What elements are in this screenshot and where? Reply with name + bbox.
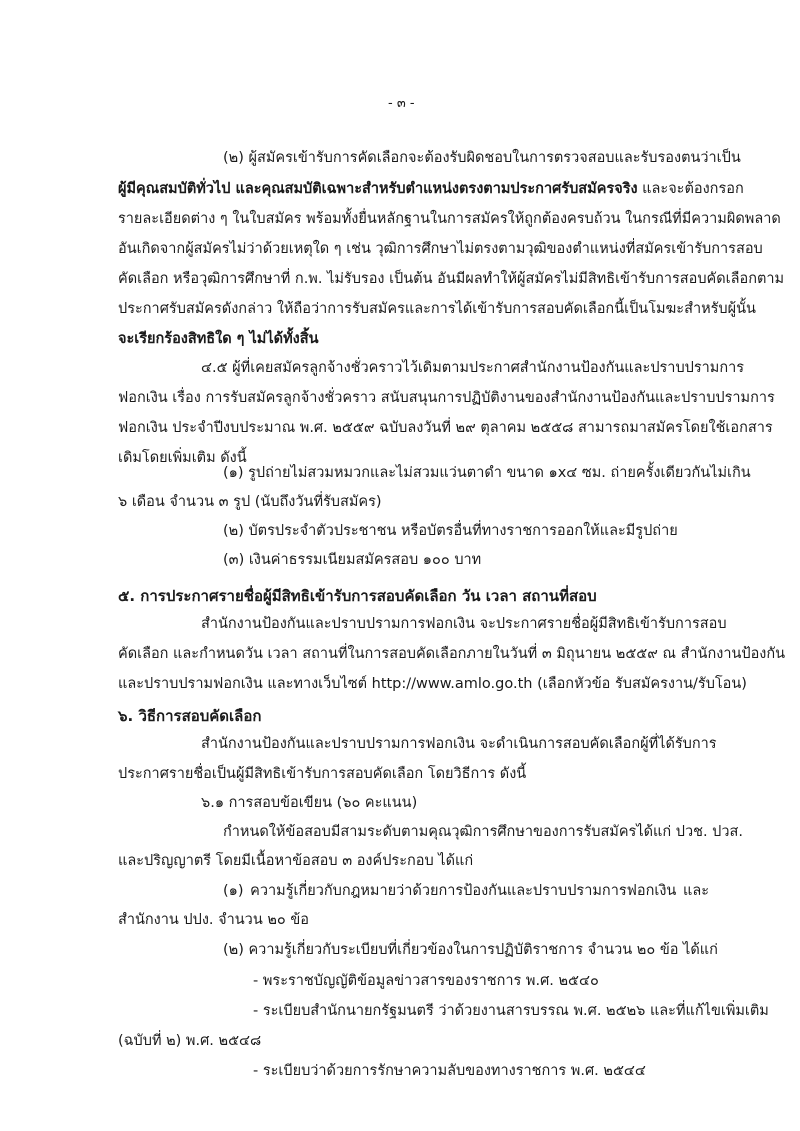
section-6-1-knowledge-2: (๒) ความรู้เกี่ยวกับระเบียบที่เกี่ยวข้องในการปฏิบัติราชการ จำนวน ๒๐ ข้อ ได้แก่ <box>223 942 718 958</box>
regulation-item-2-line-1: - ระเบียบสำนักนายกรัฐมนตรี ว่าด้วยงานสารบรรณ พ.ศ. ๒๕๒๖ และที่แก้ไขเพิ่มเติม <box>253 1003 769 1019</box>
regulation-item-2-line-2: (ฉบับที่ ๒) พ.ศ. ๒๕๔๘ <box>118 1033 262 1049</box>
paragraph-2-line-3: รายละเอียดต่าง ๆ ในใบสมัคร พร้อมทั้งยื่นหลักฐานในการสมัครให้ถูกต้องครบถ้วน ในกรณีที่มีความผิดพลาด <box>118 211 781 227</box>
section-4-5-line-1: ๔.๕ ผู้ที่เคยสมัครลูกจ้างชั่วคราวไว้เดิมตามประกาศสำนักงานป้องกันและปราบปรามการ <box>201 360 745 376</box>
section-6-1-line-2: และปริญญาตรี โดยมีเนื้อหาข้อสอบ ๓ องค์ประกอบ ได้แก่ <box>118 853 474 869</box>
paragraph-2-line-6: ประกาศรับสมัครดังกล่าว ให้ถือว่าการรับสมัครและการได้เข้ารับการสอบคัดเลือกนี้เป็นโมฆะสำหรับผู้นั้น <box>118 301 756 317</box>
section-4-5-item-2: (๒) บัตรประจำตัวประชาชน หรือบัตรอื่นที่ทางราชการออกให้และมีรูปถ่าย <box>223 523 678 539</box>
section-5-line-3: และปราบปรามฟอกเงิน และทางเว็บไซต์ http://www.amlo.go.th (เลือกหัวข้อ รับสมัครงาน/รับโอน) <box>118 676 747 692</box>
section-4-5-line-3: ฟอกเงิน ประจำปีงบประมาณ พ.ศ. ๒๕๕๙ ฉบับลงวันที่ ๒๙ ตุลาคม ๒๕๕๘ สามารถมาสมัครโดยใช้เอกสาร <box>118 420 773 436</box>
section-4-5-line-2: ฟอกเงิน เรื่อง การรับสมัครลูกจ้างชั่วคราว สนับสนุนการปฏิบัติงานของสำนักงานป้องกันและปราบปรามการ <box>118 390 775 406</box>
regulation-item-3: - ระเบียบว่าด้วยการรักษาความลับของทางราชการ พ.ศ. ๒๕๔๔ <box>253 1063 646 1079</box>
paragraph-2-line-2-rest: และจะต้องกรอก <box>637 181 744 197</box>
paragraph-2-bold-phrase: ผู้มีคุณสมบัติทั่วไป และคุณสมบัติเฉพาะสำหรับตำแหน่งตรงตามประกาศรับสมัครจริง <box>118 181 638 197</box>
section-6-1-knowledge-1-line-1: (๑) ความรู้เกี่ยวกับกฎหมายว่าด้วยการป้องกันและปราบปรามการฟอกเงิน และ <box>223 883 709 899</box>
section-6-line-1: สำนักงานป้องกันและปราบปรามการฟอกเงิน จะดำเนินการสอบคัดเลือกผู้ที่ได้รับการ <box>201 736 717 752</box>
paragraph-2-line-5: คัดเลือก หรือวุฒิการศึกษาที่ ก.พ. ไม่รับรอง เป็นต้น อันมีผลทำให้ผู้สมัครไม่มีสิทธิเข้ารับการสอบคัดเลือกตาม <box>118 271 785 287</box>
paragraph-2-line-7: จะเรียกร้องสิทธิใด ๆ ไม่ได้ทั้งสิ้น <box>118 331 319 347</box>
section-4-5-item-1-line-1: (๑) รูปถ่ายไม่สวมหมวกและไม่สวมแว่นตาดำ ขนาด ๑x๔ ซม. ถ่ายครั้งเดียวกันไม่เกิน <box>223 465 751 481</box>
section-6-line-2: ประกาศรายชื่อเป็นผู้มีสิทธิเข้ารับการสอบคัดเลือก โดยวิธีการ ดังนี้ <box>118 766 527 782</box>
regulation-item-1: - พระราชบัญญัติข้อมูลข่าวสารของราชการ พ.ศ. ๒๕๔๐ <box>253 973 599 989</box>
paragraph-2-line-2 <box>118 179 744 199</box>
section-5-line-1: สำนักงานป้องกันและปราบปรามการฟอกเงิน จะประกาศรายชื่อผู้มีสิทธิเข้ารับการสอบ <box>201 616 727 632</box>
section-4-5-line-4: เดิมโดยเพิ่มเติม ดังนี้ <box>118 450 247 466</box>
section-6-1-line-1: กำหนดให้ข้อสอบมีสามระดับตามคุณวุฒิการศึกษาของการรับสมัครได้แก่ ปวช. ปวส. <box>223 824 743 840</box>
section-6-1-knowledge-1-line-2: สำนักงาน ปปง. จำนวน ๒๐ ข้อ <box>118 912 309 928</box>
section-5-line-2: คัดเลือก และกำหนดวัน เวลา สถานที่ในการสอบคัดเลือกภายในวันที่ ๓ มิถุนายน ๒๕๕๙ ณ สำนักงานป้องกัน <box>118 646 786 662</box>
section-4-5-item-1-line-2: ๖ เดือน จำนวน ๓ รูป (นับถึงวันที่รับสมัคร) <box>118 494 382 510</box>
page-number: - ๓ - <box>388 96 415 111</box>
paragraph-2-line-4: อันเกิดจากผู้สมัครไม่ว่าด้วยเหตุใด ๆ เช่น วุฒิการศึกษาไม่ตรงตามวุฒิของตำแหน่งที่สมัครเข้ารับการสอบ <box>118 241 763 257</box>
section-5-heading: ๕. การประกาศรายชื่อผู้มีสิทธิเข้ารับการสอบคัดเลือก วัน เวลา สถานที่สอบ <box>118 587 597 605</box>
section-6-1-heading: ๖.๑ การสอบข้อเขียน (๖๐ คะแนน) <box>201 795 418 811</box>
paragraph-2-line-1: (๒) ผู้สมัครเข้ารับการคัดเลือกจะต้องรับผิดชอบในการตรวจสอบและรับรองตนว่าเป็น <box>223 150 741 166</box>
section-6-heading: ๖. วิธีการสอบคัดเลือก <box>118 707 262 725</box>
section-4-5-item-3: (๓) เงินค่าธรรมเนียมสมัครสอบ ๑๐๐ บาท <box>223 552 482 568</box>
